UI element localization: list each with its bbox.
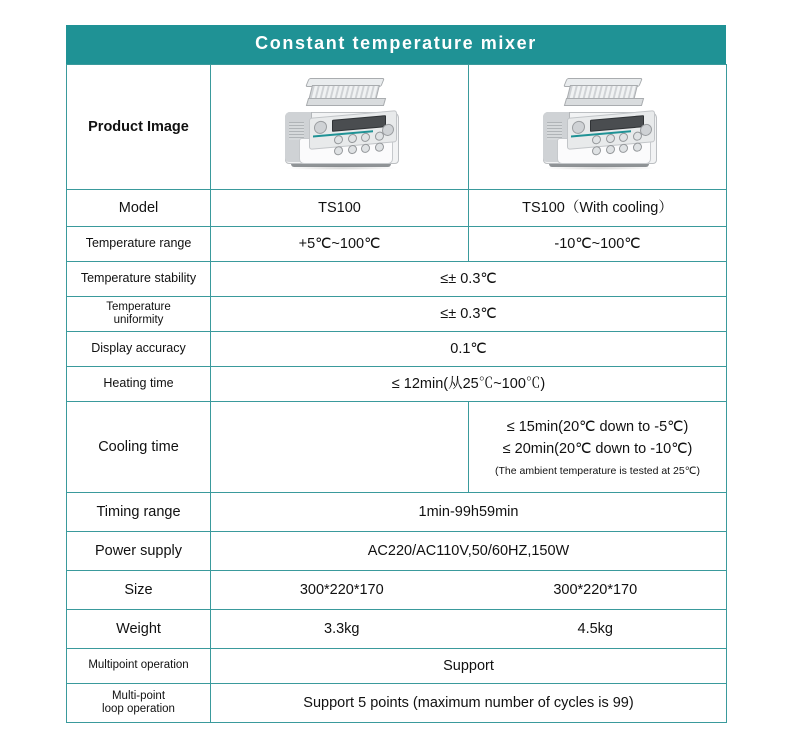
cell-model-a: TS100 bbox=[211, 189, 469, 226]
row-label-temperature-range: Temperature range bbox=[67, 226, 211, 261]
cell-size-a: 300*220*170 bbox=[299, 581, 384, 598]
table-row bbox=[67, 261, 727, 296]
label-line-2: loop operation bbox=[102, 702, 175, 715]
row-label-temperature-stability: Temperature stability bbox=[67, 261, 211, 296]
table-row bbox=[67, 331, 727, 366]
cell-cooling-time-a bbox=[211, 401, 469, 492]
table-row bbox=[67, 226, 727, 261]
page-title: Constant temperature mixer bbox=[66, 25, 726, 64]
cell-power-supply: AC220/AC110V,50/60HZ,150W bbox=[211, 531, 727, 570]
cooling-note: (The ambient temperature is tested at 25℃) bbox=[495, 465, 700, 478]
display-screen bbox=[590, 115, 644, 132]
cooling-line-1: ≤ 15min(20℃ down to -5℃) bbox=[506, 418, 689, 435]
dial-knob-icon bbox=[572, 121, 585, 135]
cooling-line-2: ≤ 20min(20℃ down to -10℃) bbox=[502, 441, 693, 457]
table-row bbox=[67, 401, 727, 492]
cell-model-b: TS100（With cooling） bbox=[469, 189, 727, 226]
cell-weight bbox=[211, 609, 727, 648]
cell-size-b: 300*220*170 bbox=[553, 581, 638, 598]
row-label-multipoint-operation: Multipoint operation bbox=[67, 648, 211, 683]
row-label-weight: Weight bbox=[67, 609, 211, 648]
row-label-heating-time: Heating time bbox=[67, 366, 211, 401]
cell-cooling-time-b bbox=[469, 401, 727, 492]
control-panel bbox=[567, 110, 655, 150]
table-row bbox=[67, 648, 727, 683]
dial-knob-icon bbox=[314, 121, 327, 135]
cell-temperature-range-a: +5℃~100℃ bbox=[211, 226, 469, 261]
row-label-power-supply: Power supply bbox=[67, 531, 211, 570]
cell-weight-b: 4.5kg bbox=[577, 620, 613, 637]
spec-table-container bbox=[66, 25, 726, 723]
row-label-temperature-uniformity bbox=[67, 296, 211, 331]
cell-timing-range: 1min-99h59min bbox=[211, 492, 727, 531]
row-label-multipoint-loop-operation bbox=[67, 683, 211, 722]
specification-table bbox=[66, 64, 727, 723]
cell-multipoint-operation: Support bbox=[211, 648, 727, 683]
table-row bbox=[67, 570, 727, 609]
cell-temperature-stability: ≤± 0.3℃ bbox=[211, 261, 727, 296]
sample-rack-icon bbox=[565, 78, 639, 104]
cell-multipoint-loop-operation: Support 5 points (maximum number of cycles is 99) bbox=[211, 683, 727, 722]
table-row bbox=[67, 366, 727, 401]
cell-temperature-uniformity: ≤± 0.3℃ bbox=[211, 296, 727, 331]
row-label-display-accuracy: Display accuracy bbox=[67, 331, 211, 366]
cell-weight-a: 3.3kg bbox=[324, 620, 360, 637]
device-shadow bbox=[287, 166, 397, 170]
product-image-ts100 bbox=[211, 64, 469, 189]
thermal-mixer-illustration bbox=[523, 72, 673, 184]
cell-size bbox=[211, 570, 727, 609]
table-row bbox=[67, 189, 727, 226]
table-row bbox=[67, 64, 727, 189]
label-line-1: Multi-point bbox=[111, 689, 166, 702]
label-line-2: uniformity bbox=[113, 313, 164, 326]
table-row bbox=[67, 609, 727, 648]
table-row bbox=[67, 492, 727, 531]
product-image-ts100-cooling bbox=[469, 64, 727, 189]
label-line-1: Temperature bbox=[106, 300, 171, 313]
cell-display-accuracy: 0.1℃ bbox=[211, 331, 727, 366]
cell-heating-time: ≤ 12min(从25℃~100℃) bbox=[211, 366, 727, 401]
cell-temperature-range-b: -10℃~100℃ bbox=[469, 226, 727, 261]
row-label-cooling-time: Cooling time bbox=[67, 401, 211, 492]
row-label-size: Size bbox=[67, 570, 211, 609]
row-label-model: Model bbox=[67, 189, 211, 226]
table-row bbox=[67, 296, 727, 331]
thermal-mixer-illustration bbox=[265, 72, 415, 184]
sample-rack-icon bbox=[307, 78, 381, 104]
control-panel bbox=[309, 110, 397, 150]
device-shadow bbox=[545, 166, 655, 170]
row-label-product-image: Product Image bbox=[67, 64, 211, 189]
row-label-timing-range: Timing range bbox=[67, 492, 211, 531]
display-screen bbox=[332, 115, 386, 132]
table-row bbox=[67, 531, 727, 570]
table-row bbox=[67, 683, 727, 722]
